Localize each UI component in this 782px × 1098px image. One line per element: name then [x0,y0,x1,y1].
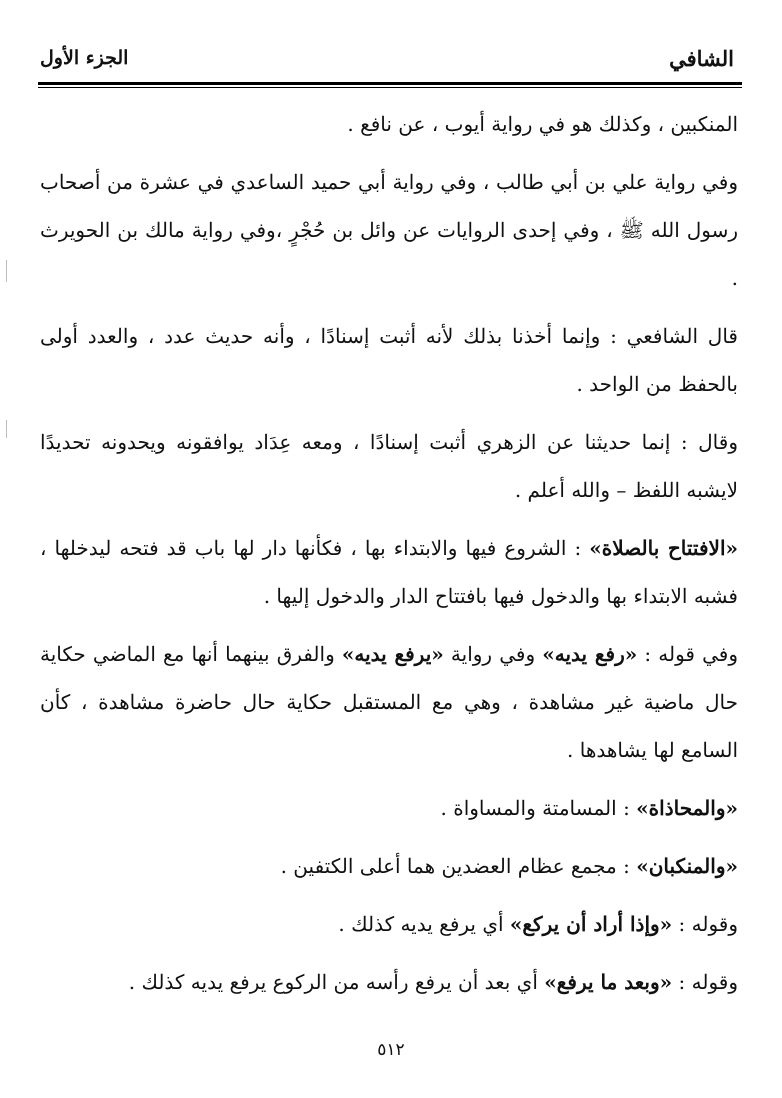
paragraph [40,958,738,1006]
bold-term: «رفع يديه» [542,642,638,666]
paragraph-text: : مجمع عظام العضدين هما أعلى الكتفين . [280,854,637,878]
scan-margin-mark [6,260,7,282]
part-label: الجزء الأول [40,47,129,69]
paragraph-text: : الشروع فيها والابتداء بها ، فكأنها دار لها باب قد فتحه ليدخلها ، فشبه الابتداء بها والدخول فيها بافتتاح الدار والدخول إليها . [40,536,738,608]
paragraph-text: وقوله : [672,970,738,994]
paragraph-text: قال الشافعي : وإنما أخذنا بذلك لأنه أثبت إسنادًا ، وأنه حديث عدد ، والعدد أولى بالحفظ من الواحد . [40,324,738,396]
bold-term: «وإذا أراد أن يركع» [509,912,673,936]
paragraph [40,100,738,148]
paragraph [40,784,738,832]
paragraph-text: وقال : إنما حديثنا عن الزهري أثبت إسنادًا ، ومعه عِدَاد يوافقونه ويحدونه تحديدًا لايشبه اللفظ – والله أعلم . [40,430,738,502]
bold-term: «وبعد ما يرفع» [544,970,673,994]
paragraph-text: وفي رواية علي بن أبي طالب ، وفي رواية أبي حميد الساعدي في عشرة من أصحاب رسول الله ﷺ ، وفي إحدى الروايات عن وائل بن حُجْرٍ ،وفي رواية مالك بن الحويرث . [40,170,738,290]
page-header [40,38,734,78]
paragraph-text: وقوله : [672,912,738,936]
paragraph [40,158,738,302]
paragraph-text: أي يرفع يديه كذلك . [338,912,510,936]
bold-term: «والمنكبان» [636,854,738,878]
paragraph-text: والفرق بينهما أنها مع الماضي حكاية حال ماضية غير مشاهدة ، وهي مع المستقبل حكاية حال حاضرة مشاهدة ، كأن السامع لها يشاهدها . [40,642,738,762]
paragraph [40,630,738,774]
body-text [40,100,738,1016]
page-number: ٥١٢ [377,1040,405,1060]
paragraph [40,900,738,948]
paragraph [40,524,738,620]
bold-term: «الافتتاح بالصلاة» [589,536,738,560]
paragraph [40,418,738,514]
paragraph [40,842,738,890]
paragraph-text: وفي قوله : [637,642,738,666]
paragraph-text: أي بعد أن يرفع رأسه من الركوع يرفع يديه كذلك . [128,970,545,994]
paragraph [40,312,738,408]
header-rule [38,82,742,88]
book-title: الشافي [669,45,734,71]
bold-term: «يرفع يديه» [341,642,444,666]
scan-margin-mark [6,420,7,438]
paragraph-text: وفي رواية [443,642,543,666]
paragraph-text: : المسامتة والمساواة . [440,796,637,820]
bold-term: «والمحاذاة» [636,796,738,820]
paragraph-text: المنكبين ، وكذلك هو في رواية أيوب ، عن نافع . [347,112,738,136]
